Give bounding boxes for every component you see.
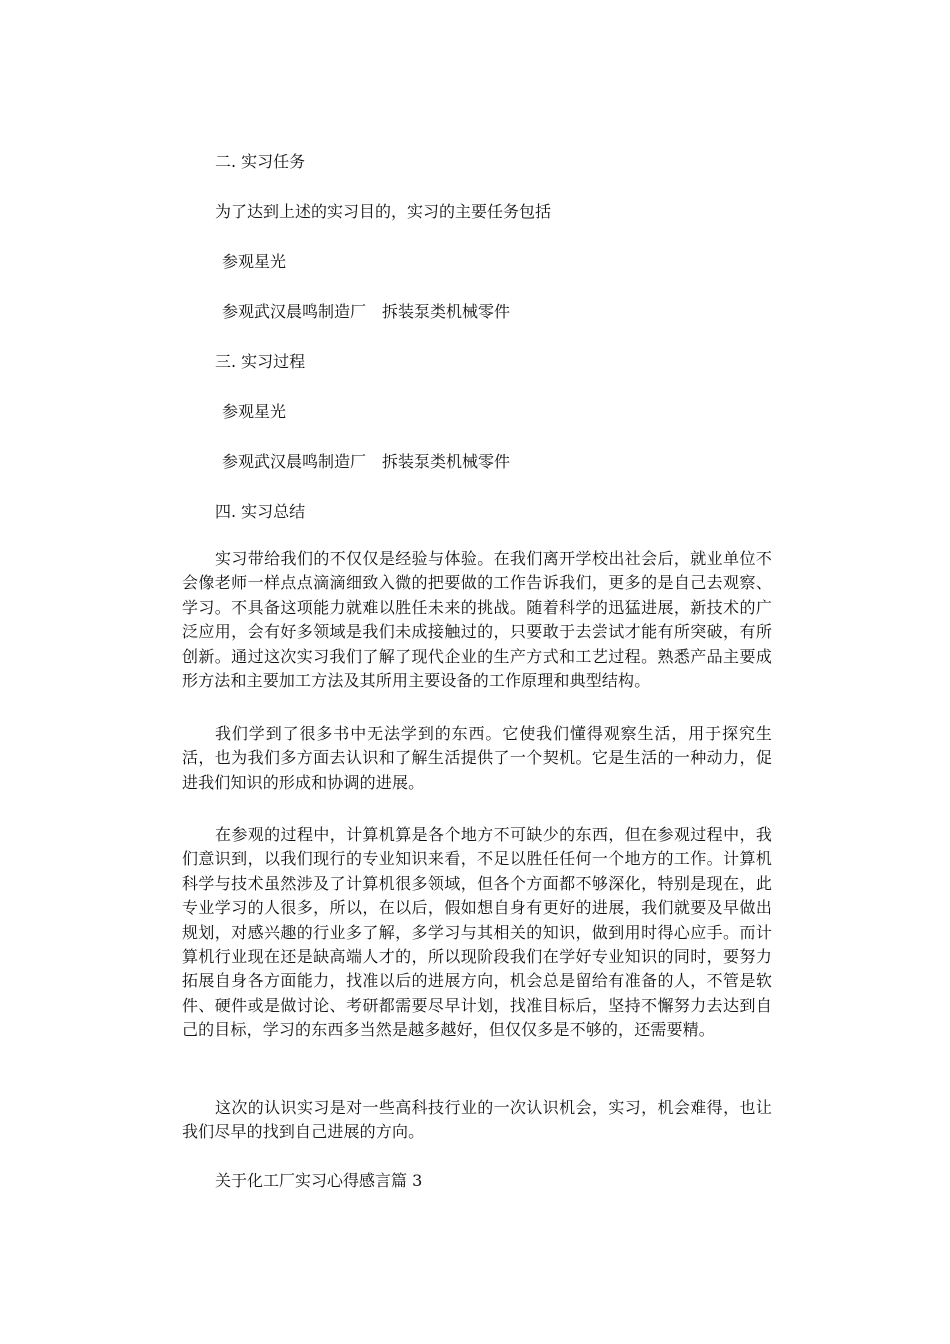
next-section-heading: 关于化工厂实习心得感言篇 3 — [215, 1171, 423, 1190]
process-item-1 — [222, 402, 286, 422]
section-2-lead: 为了达到上述的实习目的，实习的主要任务包括 — [215, 202, 552, 221]
process-item-1-text: 参观星光 — [222, 402, 287, 421]
task-item-2 — [222, 302, 510, 322]
task-item-2-text-b: 拆装泵类机械零件 — [382, 302, 511, 321]
task-item-1-text: 参观星光 — [222, 252, 287, 271]
section-heading-3: 三. 实习过程 — [215, 352, 306, 371]
section-heading-4: 四. 实习总结 — [215, 502, 306, 521]
summary-paragraph-3: 在参观的过程中，计算机算是各个地方不可缺少的东西，但在参观过程中，我们意识到，以我们现行的专业知识来看，不足以胜任任何一个地方的工作。计算机科学与技术虽然涉及了计算机很多领域，但各个方面都不够深化，特别是现在，此专业学习的人很多，所以，在以后，假如想自身有更好的进展，我们就要及早做出规划，对感兴趣的行业多了解，多学习与其相关的知识，做到用时得心应手。而计算机行业现在还是缺高端人才的，所以现阶段我们在学好专业知识的同时，要努力拓展自身各方面能力，找准以后的进展方向，机会总是留给有准备的人，不管是软件、硬件或是做讨论、考研都需要尽早计划，找准目标后，坚持不懈努力去达到自己的目标，学习的东西多当然是越多越好，但仅仅多是不够的，还需要精。 — [182, 825, 772, 1040]
task-item-2-text: 参观武汉晨鸣制造厂 — [222, 302, 367, 321]
summary-paragraph-4: 这次的认识实习是对一些高科技行业的一次认识机会，实习，机会难得，也让我们尽早的找到自己进展的方向。 — [182, 1098, 772, 1142]
process-item-2-text-b: 拆装泵类机械零件 — [382, 452, 511, 471]
process-item-2 — [222, 452, 510, 472]
summary-paragraph-2: 我们学到了很多书中无法学到的东西。它使我们懂得观察生活，用于探究生活，也为我们多方面去认识和了解生活提供了一个契机。它是生活的一种动力，促进我们知识的形成和协调的进展。 — [182, 724, 772, 792]
process-item-2-text: 参观武汉晨鸣制造厂 — [222, 452, 367, 471]
section-heading-2: 二. 实习任务 — [215, 152, 306, 171]
summary-paragraph-1: 实习带给我们的不仅仅是经验与体验。在我们离开学校出社会后，就业单位不会像老师一样点点滴滴细致入微的把要做的工作告诉我们，更多的是自己去观察、学习。不具备这项能力就难以胜任未来的挑战。随着科学的迅猛进展，新技术的广泛应用，会有好多领域是我们未成接触过的，只要敢于去尝试才能有所突破，有所创新。通过这次实习我们了解了现代企业的生产方式和工艺过程。熟悉产品主要成形方法和主要加工方法及其所用主要设备的工作原理和典型结构。 — [182, 549, 772, 691]
task-item-1 — [222, 252, 286, 272]
